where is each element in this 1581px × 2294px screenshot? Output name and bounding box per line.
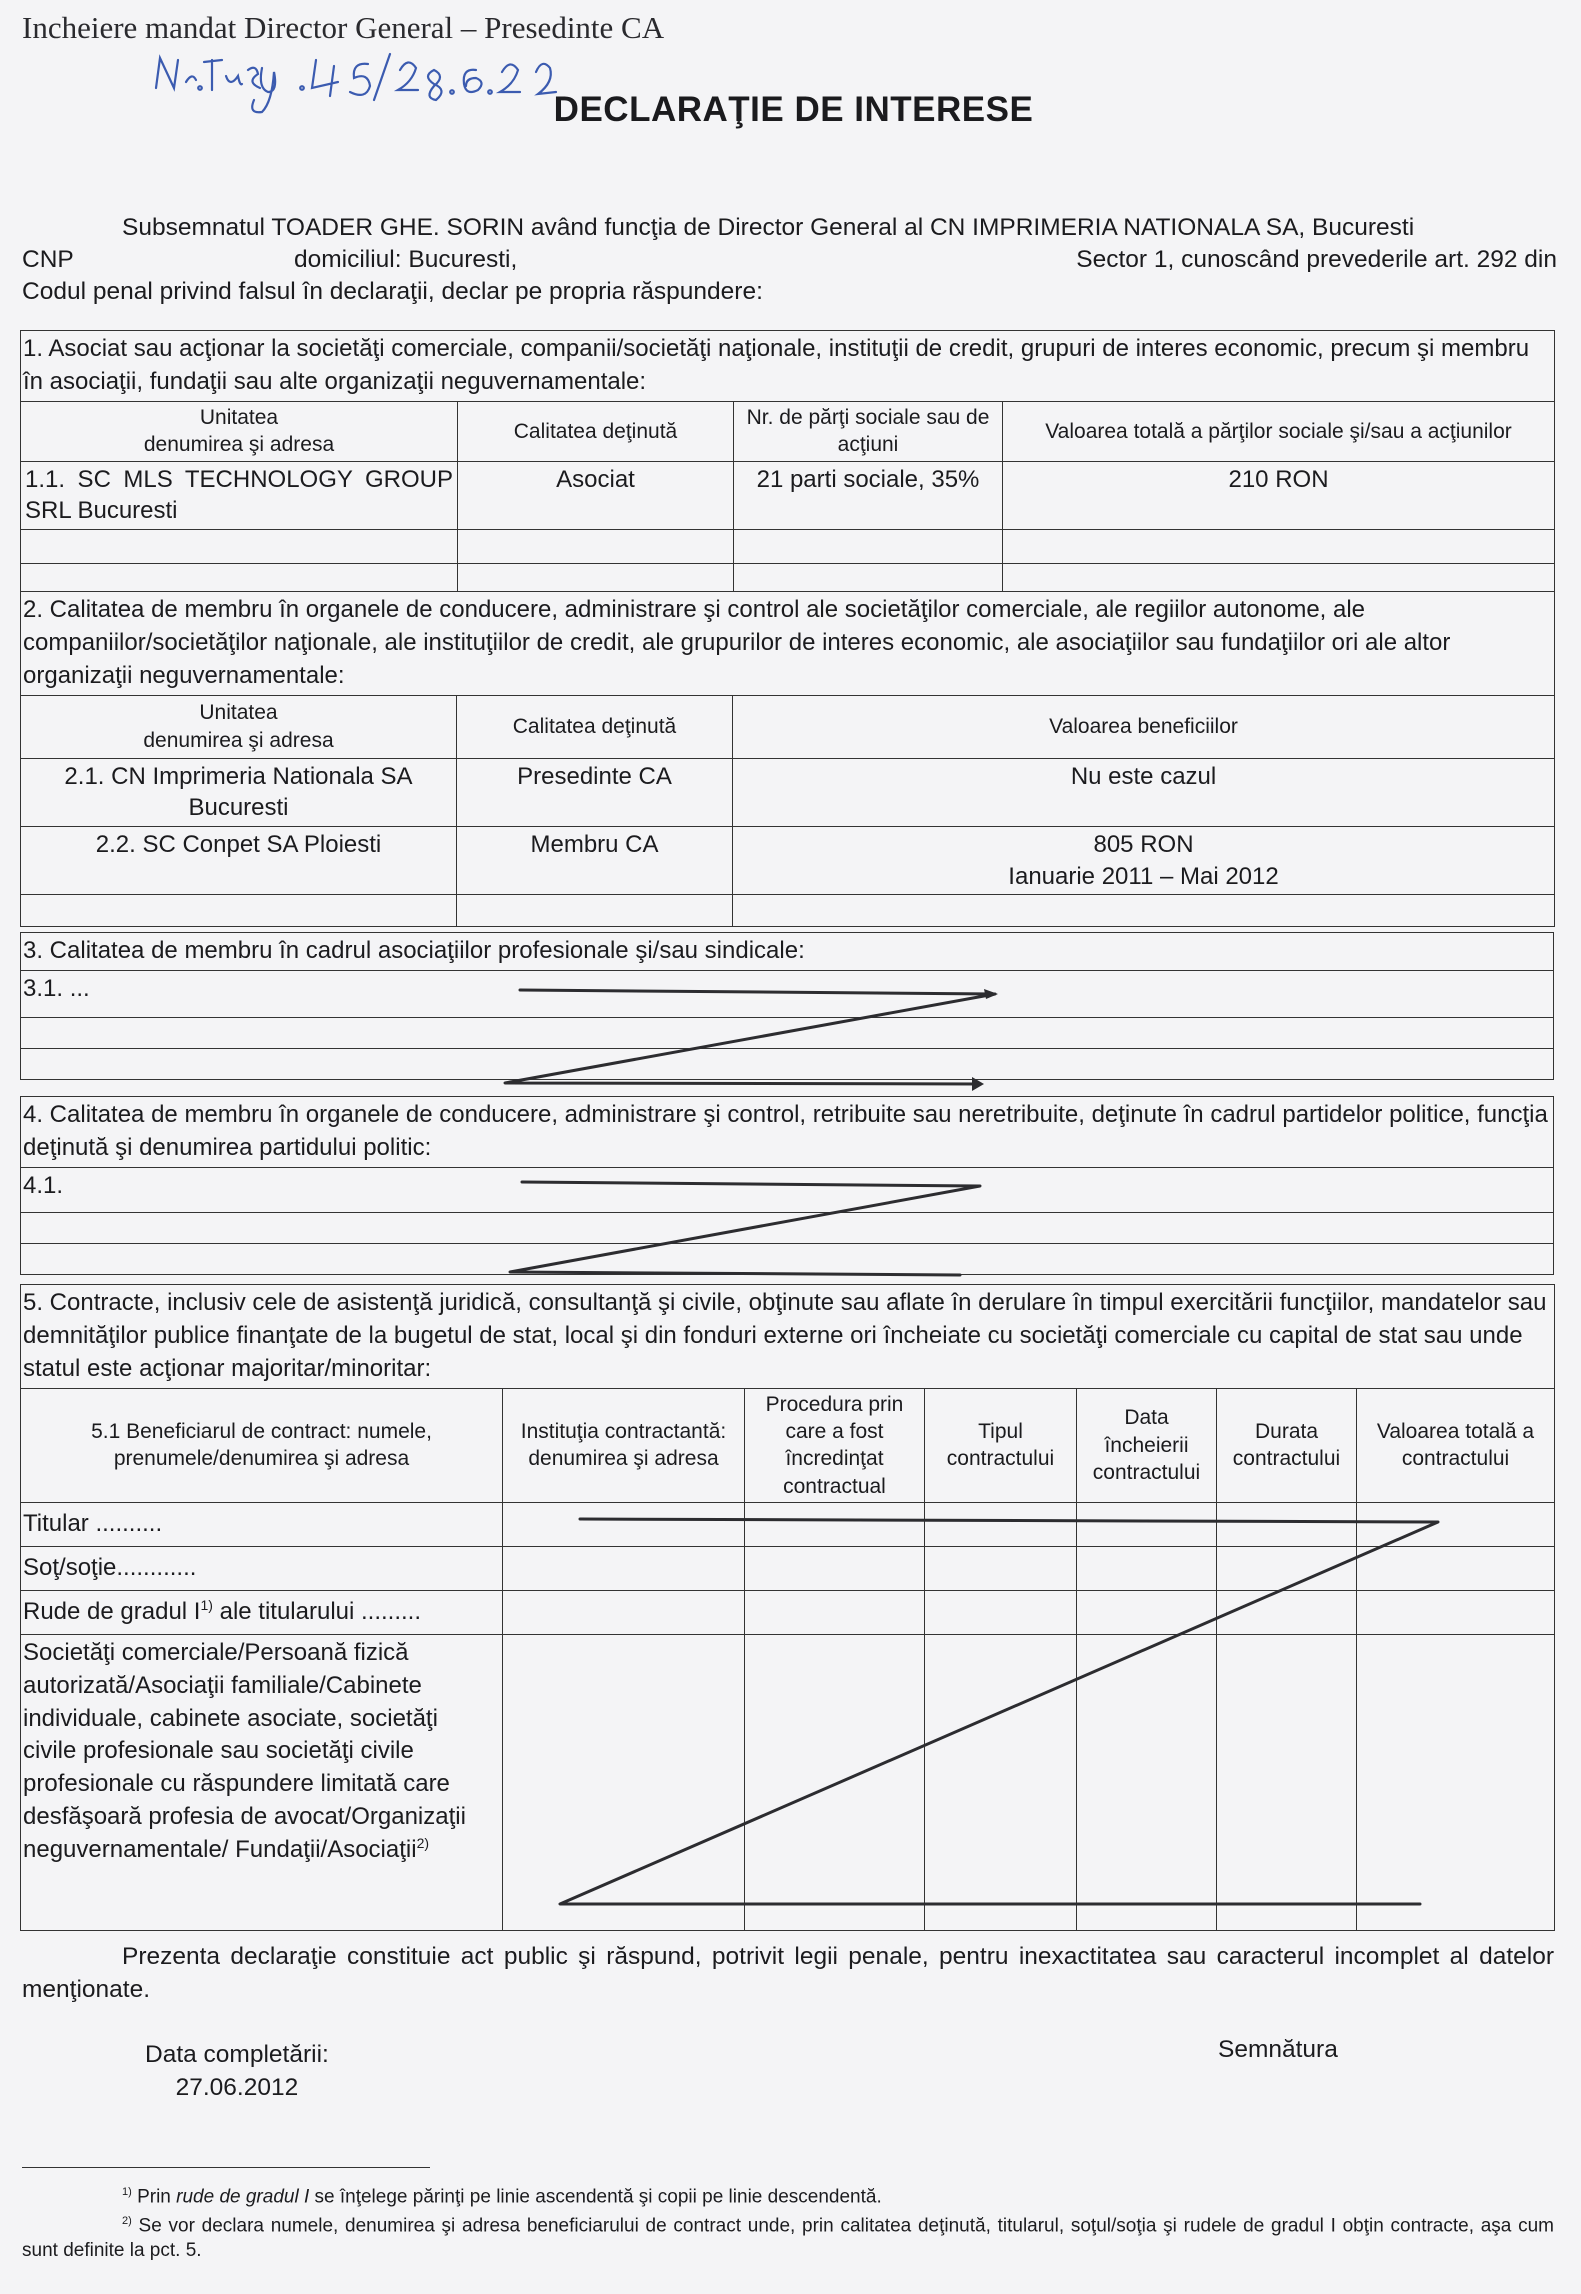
cnp-label: CNP — [22, 246, 74, 273]
intro-line-3: Codul penal privind falsul în declaraţii, declar pe propria răspundere: — [22, 278, 763, 305]
domicile: domiciliul: Bucuresti, — [294, 246, 518, 273]
s5-header-institution: Instituţia contractantă: denumirea şi adresa — [503, 1388, 745, 1502]
s5-header-procedure: Procedura prin care a fost încredinţat contractual — [745, 1388, 925, 1502]
s2-header-unit: Unitatea denumirea şi adresa — [21, 695, 457, 758]
s1-header-quality: Calitatea deţinută — [458, 401, 734, 461]
s2-row-1-quality: Presedinte CA — [457, 758, 733, 826]
empty-row — [21, 1212, 1554, 1243]
page-title: DECLARAŢIE DE INTERESE — [553, 90, 1034, 129]
section-2-table — [20, 591, 1555, 927]
intro-paragraph — [22, 212, 1557, 308]
s2-row-2-value: 805 RON Ianuarie 2011 – Mai 2012 — [733, 826, 1555, 894]
date-label: Data completării: — [145, 2041, 329, 2068]
footnotes — [22, 2180, 1554, 2263]
s1-row-unit: 1.1. SC MLS TECHNOLOGY GROUP SRL Bucuresti — [21, 461, 458, 529]
mandate-note: Incheiere mandat Director General – Presedinte CA — [22, 10, 665, 45]
s2-row-2-quality: Membru CA — [457, 826, 733, 894]
s1-header-value: Valoarea totală a părţilor sociale şi/sau a acţiunilor — [1003, 401, 1555, 461]
closing-statement: Prezenta declaraţie constituie act public şi răspund, potrivit legii penale, pentru inexactitatea sau caracterul incomplet al datelor menţionate. — [22, 1943, 1554, 2003]
section-4-title: 4. Calitatea de membru în organele de conducere, administrare şi control, retribuite sau neretribuite, deţinute în cadrul partidelor politice, funcţia deţinută şi denumirea partidului politic: — [21, 1097, 1554, 1168]
table-row — [21, 895, 1555, 927]
s2-row-1-value: Nu este cazul — [733, 758, 1555, 826]
section-3-item: 3.1. ... — [21, 970, 1554, 1017]
s2-header-value: Valoarea beneficiilor — [733, 695, 1555, 758]
section-1-table — [20, 330, 1555, 592]
s5-header-beneficiary: 5.1 Beneficiarul de contract: numele, prenumele/denumirea şi adresa — [21, 1388, 503, 1502]
s2-row-1-unit: 2.1. CN Imprimeria Nationala SA Bucuresti — [21, 758, 457, 826]
date-value: 27.06.2012 — [175, 2074, 299, 2101]
table-row — [21, 1502, 1555, 1546]
s1-row-value: 210 RON — [1003, 461, 1555, 529]
footnote-divider — [22, 2167, 430, 2168]
s5-header-date: Data încheierii contractului — [1077, 1388, 1217, 1502]
s5-header-type: Tipul contractului — [925, 1388, 1077, 1502]
table-row — [21, 758, 1555, 826]
sector-text: Sector 1, cunoscând prevederile art. 292 din — [1076, 246, 1557, 273]
s1-row-quality: Asociat — [458, 461, 734, 529]
section-5-table — [20, 1284, 1555, 1931]
s5-header-total-value: Valoarea totală a contractului — [1357, 1388, 1555, 1502]
s5-row-entities: Societăţi comerciale/Persoană fizică autorizată/Asociaţii familiale/Cabinete individuale, cabinete asociate, societăţi civile profesionale sau societăţi civile profesionale cu răspundere limitată care desfăşoară profesia de avocat/Organizaţii neguvernamentale/ Fundaţii/Asociaţii$^{2)}$ — [21, 1634, 503, 1930]
s5-row-titular: Titular .......... — [21, 1502, 503, 1546]
s1-header-unit: Unitatea denumirea şi adresa — [21, 401, 458, 461]
footnote-2: $^{2)}$ Se vor declara numele, denumirea şi adresa beneficiarului de contract unde, prin calitatea deţinută, titularul, soţul/soţia şi rudele de gradul I obţin contracte, aşa cum sunt definite la pct. 5. — [22, 2215, 1554, 2261]
section-3-title: 3. Calitatea de membru în cadrul asociaţiilor profesionale şi/sau sindicale: — [21, 933, 1554, 971]
section-1-title: 1. Asociat sau acţionar la societăţi comerciale, companii/societăţi naţionale, instituţii de credit, grupuri de interes economic, precum şi membru în asociaţii, fundaţii sau alte organizaţii neguvernamentale: — [21, 331, 1555, 402]
table-row — [21, 530, 1555, 564]
s1-row-shares: 21 parti sociale, 35% — [734, 461, 1003, 529]
table-row — [21, 564, 1555, 592]
s1-header-shares: Nr. de părţi sociale sau de acţiuni — [734, 401, 1003, 461]
section-2-title: 2. Calitatea de membru în organele de conducere, administrare şi control ale societăţilor comerciale, ale regiilor autonome, ale companiilor/societăţilor naţionale, ale instituţiilor de credit, ale grupurilor de interes economic, ale asociaţiilor sau fundaţiilor ori ale altor organizaţii neguvernamentale: — [21, 592, 1555, 696]
empty-row — [21, 1048, 1554, 1079]
footnote-1: $^{1)}$ Prin rude de gradul I se înţelege părinţi pe linie ascendentă şi copii pe linie descendentă. — [122, 2186, 882, 2208]
intro-line-1: Subsemnatul TOADER GHE. SORIN având funcţia de Director General al CN IMPRIMERIA NATIONALA SA, Bucuresti — [122, 214, 1415, 241]
table-row — [21, 1634, 1555, 1930]
completion-date — [145, 2038, 329, 2104]
s2-row-2-unit: 2.2. SC Conpet SA Ploiesti — [21, 826, 457, 894]
s5-header-duration: Durata contractului — [1217, 1388, 1357, 1502]
s5-row-spouse: Soţ/soţie............ — [21, 1546, 503, 1590]
s5-row-relatives: Rude de gradul $I^{1)}$ ale titularului ......... — [21, 1590, 503, 1634]
empty-row — [21, 1243, 1554, 1274]
section-3-table — [20, 932, 1554, 1080]
signature-label: Semnătura — [1218, 2036, 1338, 2063]
table-row — [21, 1590, 1555, 1634]
table-row — [21, 826, 1555, 894]
empty-row — [21, 1017, 1554, 1048]
table-row — [21, 461, 1555, 529]
section-4-table — [20, 1096, 1554, 1275]
section-4-item: 4.1. — [21, 1167, 1554, 1212]
table-row — [21, 1546, 1555, 1590]
section-5-title: 5. Contracte, inclusiv cele de asistenţă juridică, consultanţă şi civile, obţinute sau aflate în derulare în timpul exercitării funcţiilor, mandatelor sau demnităţilor publice finanţate de la bugetul de stat, local şi din fonduri externe ori încheiate cu societăţi comerciale cu capital de stat sau unde statul este acţionar majoritar/minoritar: — [21, 1285, 1555, 1389]
s2-header-quality: Calitatea deţinută — [457, 695, 733, 758]
